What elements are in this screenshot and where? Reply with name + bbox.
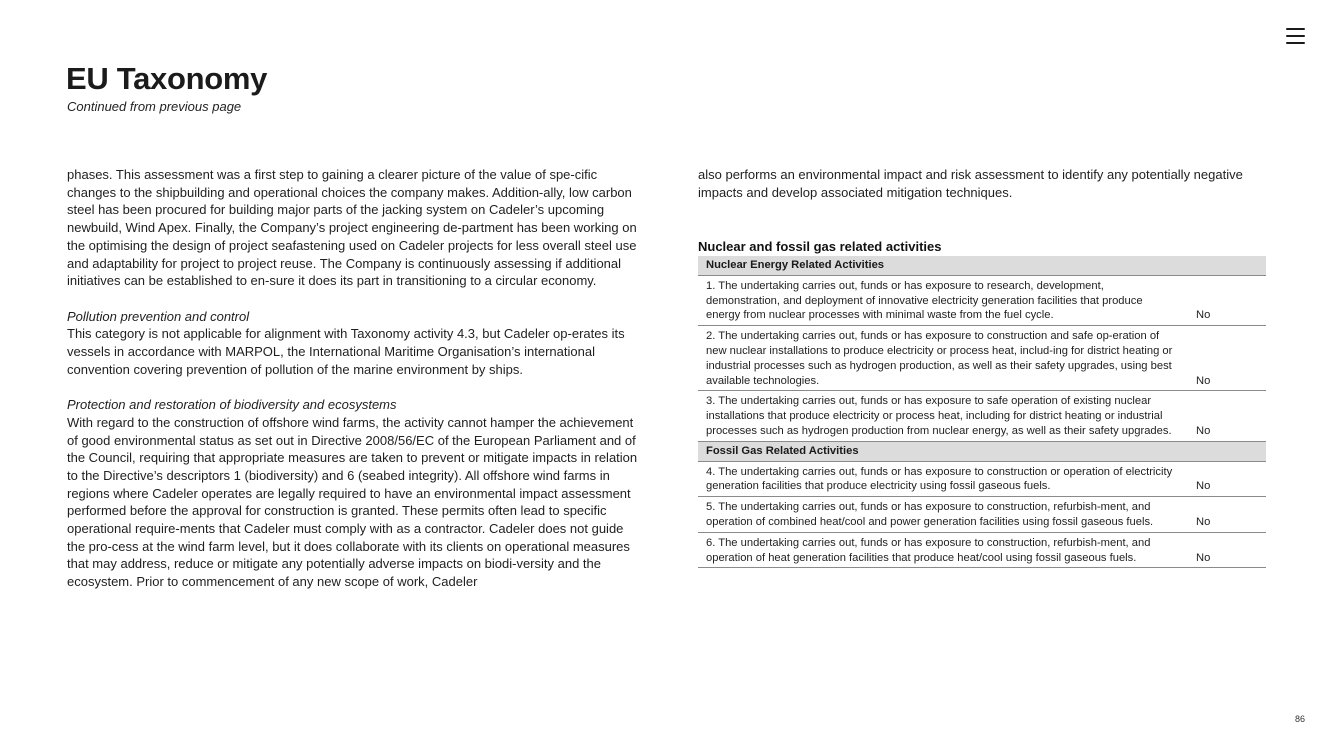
left-column (67, 166, 639, 609)
table-row (698, 497, 1266, 533)
table-heading: Nuclear and fossil gas related activities (698, 239, 942, 254)
menu-icon-line (1286, 42, 1305, 44)
table-row (698, 391, 1266, 441)
page-subtitle: Continued from previous page (67, 99, 242, 114)
activity-answer: No (1192, 275, 1266, 325)
table-row (698, 461, 1266, 497)
activity-description: 3. The undertaking carries out, funds or has exposure to safe operation of existing nuclear installations that produce electricity or process heat, including for district heating or industrial processes such as hydrogen production from nuclear energy, as well as their safety upgrades. (698, 391, 1192, 441)
circular-economy-paragraph: phases. This assessment was a first step to gaining a clearer picture of the value of spe-cific changes to the shipbuilding and operational choices the company makes. Addition-ally, low carbon steel has been procured for building major parts of the jacking system on Cadeler’s upcoming newbuild, Wind Apex. Finally, the Company’s project engineering de-partment has been working on the optimising the design of project seafastening used on Cadeler projects for less overall steel use and adaptability for project to project reuse. The Company is continuously assessing if additional initiatives can be established to en-sure it does its part in transitioning to a circular economy. (67, 167, 637, 289)
menu-icon-line (1286, 28, 1305, 30)
continuation-paragraph: also performs an environmental impact and risk assessment to identify any potentially negative impacts and develop associated mitigation techniques. (698, 167, 1243, 200)
activity-answer: No (1192, 326, 1266, 391)
nuclear-fossil-gas-table (698, 256, 1266, 568)
table-row (698, 326, 1266, 391)
pollution-section-title: Pollution prevention and control (67, 308, 250, 324)
biodiversity-section-title: Protection and restoration of biodiversity and ecosystems (67, 397, 397, 413)
activity-answer: No (1192, 461, 1266, 497)
page-number: 86 (1295, 714, 1306, 724)
biodiversity-section-text: With regard to the construction of offshore wind farms, the activity cannot hamper the achievement of good environmental status as set out in Directive 2008/56/EC of the European Parliament and of the Council, requiring that appropriate measures are taken to prevent or mitigate impacts in relation to the Directive’s descriptors 1 (biodiversity) and 6 (seabed integrity). All offshore wind farms in regions where Cadeler operates are legally required to have an environmental impact assessment performed before the approval for construction is granted. These permits often lead to specific operational require-ments that Cadeler must comply with as a contractor. Cadeler does not guide the pro-cess at the wind farm level, but it does collaborate with its clients on operational measures that may address, reduce or mitigate any potentially adverse impacts on biodi-versity and the ecosystem. Prior to commencement of any new scope of work, Cadeler (67, 414, 638, 590)
activity-description: 4. The undertaking carries out, funds or has exposure to construction or operation of electricity generation facilities that produce electricity using fossil gaseous fuels. (698, 461, 1192, 497)
group-label-nuclear: Nuclear Energy Related Activities (698, 256, 1266, 275)
activity-description: 6. The undertaking carries out, funds or has exposure to construction, refurbish-ment, and operation of heat generation facilities that produce heat/cool using fossil gaseous fuels. (698, 532, 1192, 568)
activity-answer: No (1192, 532, 1266, 568)
table-row (698, 532, 1266, 568)
table-group-header (698, 256, 1266, 275)
activity-description: 2. The undertaking carries out, funds or has exposure to construction and safe op-eration of new nuclear installations to produce electricity or process heat, includ-ing for district heating or industrial processes such as hydrogen production, as well as their safety upgrades, using best available technologies. (698, 326, 1192, 391)
pollution-section (67, 308, 639, 379)
group-label-fossil-gas: Fossil Gas Related Activities (698, 441, 1266, 461)
activity-answer: No (1192, 391, 1266, 441)
menu-icon-line (1286, 35, 1305, 37)
right-column (698, 166, 1266, 201)
activity-answer: No (1192, 497, 1266, 533)
biodiversity-section (67, 396, 639, 591)
activity-description: 5. The undertaking carries out, funds or has exposure to construction, refurbish-ment, and operation of combined heat/cool and power generation facilities using fossil gaseous fuels. (698, 497, 1192, 533)
page-title: EU Taxonomy (66, 61, 268, 96)
activity-description: 1. The undertaking carries out, funds or has exposure to research, development, demonstration, and deployment of innovative electricity generation facilities that produce energy from nuclear processes with minimal waste from the fuel cycle. (698, 275, 1192, 325)
table-group-header (698, 441, 1266, 461)
pollution-section-text: This category is not applicable for alignment with Taxonomy activity 4.3, but Cadeler op-erates its vessels in accordance with MARPOL, the International Maritime Organisation’s international convention covering prevention of pollution of the marine environment by ships. (67, 326, 625, 377)
table-row (698, 275, 1266, 325)
hamburger-menu-icon[interactable] (1286, 28, 1306, 46)
